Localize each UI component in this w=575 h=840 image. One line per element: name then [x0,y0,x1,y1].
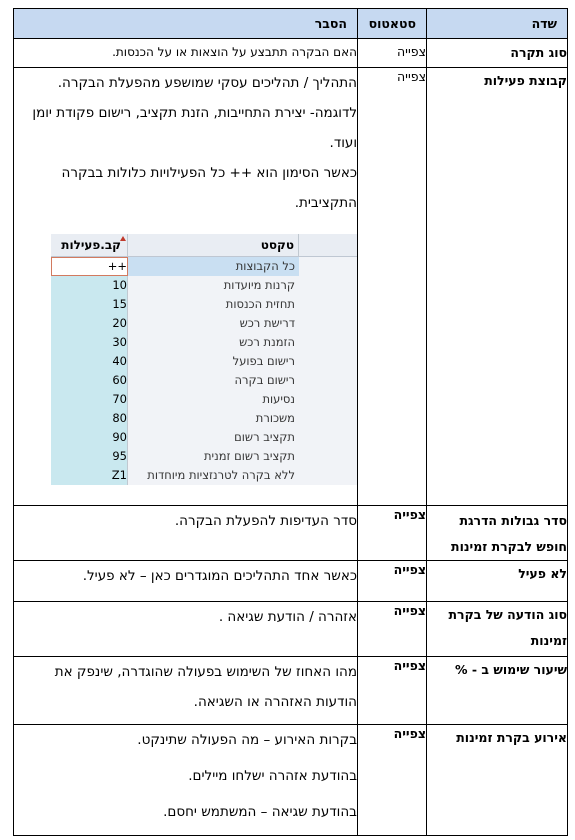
grid-cell-text[interactable]: רישום בקרה [234,373,295,387]
grid-cell-code[interactable]: 10 [51,276,128,295]
explanation-text: סדר העדיפות להפעלת הבקרה. [174,513,357,529]
grid-header-row [51,234,357,257]
grid-cell-code[interactable]: Z1 [51,466,128,485]
grid-row[interactable] [51,295,357,314]
explanation-text: בהודעת שגיאה – המשתמש יחסם. [163,804,357,820]
field-name: סוג תקרה [427,39,568,68]
explanation-text: כאשר הסימון הוא ++ כל הפעילויות כלולות בבקרה התקציבית. [61,165,357,211]
grid-row[interactable] [51,409,357,428]
table-row [14,39,568,68]
explanation-text: אזהרה / הודעת שגיאה . [218,609,357,625]
grid-row[interactable] [51,428,357,447]
grid-cell-text[interactable]: כל הקבוצות [128,257,299,276]
explanation-text: האם הבקרה תתבצע על הוצאות או על הכנסות. [112,45,357,59]
header-explanation: הסבר [14,9,358,39]
grid-cell-text[interactable]: קרנות מיועדות [223,278,295,292]
explanation-text: התהליך / תהליכים עסקי שמושפע מהפעלת הבקרה. לדוגמה- יצירת התחייבות, הזנת תקציב, רישום פקודת יומן ועוד. [32,75,357,151]
status-value: צפייה [358,561,427,602]
grid-col-text[interactable]: טקסט [128,234,299,256]
grid-col-code[interactable]: קב.פעילות [51,234,128,256]
field-name: סדר גבולות הדרגת חופש לבקרת זמינות [427,506,568,561]
explanation-cell [14,602,358,657]
table-row [14,561,568,602]
grid-row[interactable] [51,352,357,371]
explanation-text: מהו האחוז של השימוש בפעולה שהוגדרה, שינפק את הודעות האזהרה או השגיאה. [54,664,357,710]
status-value: צפייה [358,725,427,836]
grid-cell-code[interactable]: ++ [51,257,128,276]
explanation-cell [14,39,358,68]
grid-cell-code[interactable]: 15 [51,295,128,314]
grid-cell-code[interactable]: 95 [51,447,128,466]
grid-cell-text[interactable]: דרישת רכש [239,316,295,330]
field-name: אירוע בקרת זמינות [427,725,568,836]
grid-cell-text[interactable]: רישום בפועל [232,354,295,368]
table-row [14,657,568,725]
table-row [14,602,568,657]
grid-cell-code[interactable]: 60 [51,371,128,390]
explanation-cell [14,561,358,602]
grid-row[interactable] [51,314,357,333]
explanation-cell [14,506,358,561]
grid-row[interactable] [51,333,357,352]
field-name: לא פעיל [427,561,568,602]
grid-row[interactable] [51,466,357,485]
status-value: צפייה [358,39,427,68]
grid-cell-text[interactable]: תחזית הכנסות [225,297,295,311]
grid-cell-code[interactable]: 20 [51,314,128,333]
grid-cell-text[interactable]: הזמנת רכש [239,335,295,349]
grid-row[interactable] [51,447,357,466]
status-value: צפייה [358,506,427,561]
field-table [13,8,568,836]
header-row [14,9,568,39]
header-status: סטאטוס [358,9,427,39]
grid-row[interactable] [51,276,357,295]
grid-cell-text[interactable]: תקציב רשום [234,430,295,444]
field-name: סוג הודעה של בקרת זמינות [427,602,568,657]
grid-cell-code[interactable]: 40 [51,352,128,371]
table-row [14,68,568,506]
status-value: צפייה [358,68,427,506]
grid-row[interactable] [51,371,357,390]
explanation-cell [14,68,358,506]
grid-cell-code[interactable]: 70 [51,390,128,409]
explanation-cell [14,657,358,725]
grid-cell-code[interactable]: 90 [51,428,128,447]
table-row [14,725,568,836]
field-name: קבוצת פעילות [427,68,568,506]
grid-cell-code[interactable]: 80 [51,409,128,428]
grid-cell-text[interactable]: משכורת [255,411,295,425]
explanation-cell [14,725,358,836]
grid-cell-text[interactable]: תקציב רשום זמנית [203,449,295,463]
explanation-text: כאשר אחד התהליכים המוגדרים כאן – לא פעיל. [82,568,357,584]
activity-group-grid [51,234,357,485]
grid-cell-text[interactable]: נסיעות [262,392,295,406]
grid-cell-code[interactable]: 30 [51,333,128,352]
status-value: צפייה [358,602,427,657]
field-name: שיעור שימוש ב - % [427,657,568,725]
grid-row[interactable] [51,257,357,276]
document [13,8,567,836]
status-value: צפייה [358,657,427,725]
sort-indicator-icon [120,236,126,241]
table-row [14,506,568,561]
explanation-text: בקרות האירוע – מה הפעולה שתינקט. [137,732,357,748]
grid-row[interactable] [51,390,357,409]
explanation-text: בהודעת אזהרה ישלחו מיילים. [188,768,357,784]
header-field: שדה [427,9,568,39]
grid-cell-text[interactable]: ללא בקרה לטרנזציות מיוחדות [147,468,295,482]
